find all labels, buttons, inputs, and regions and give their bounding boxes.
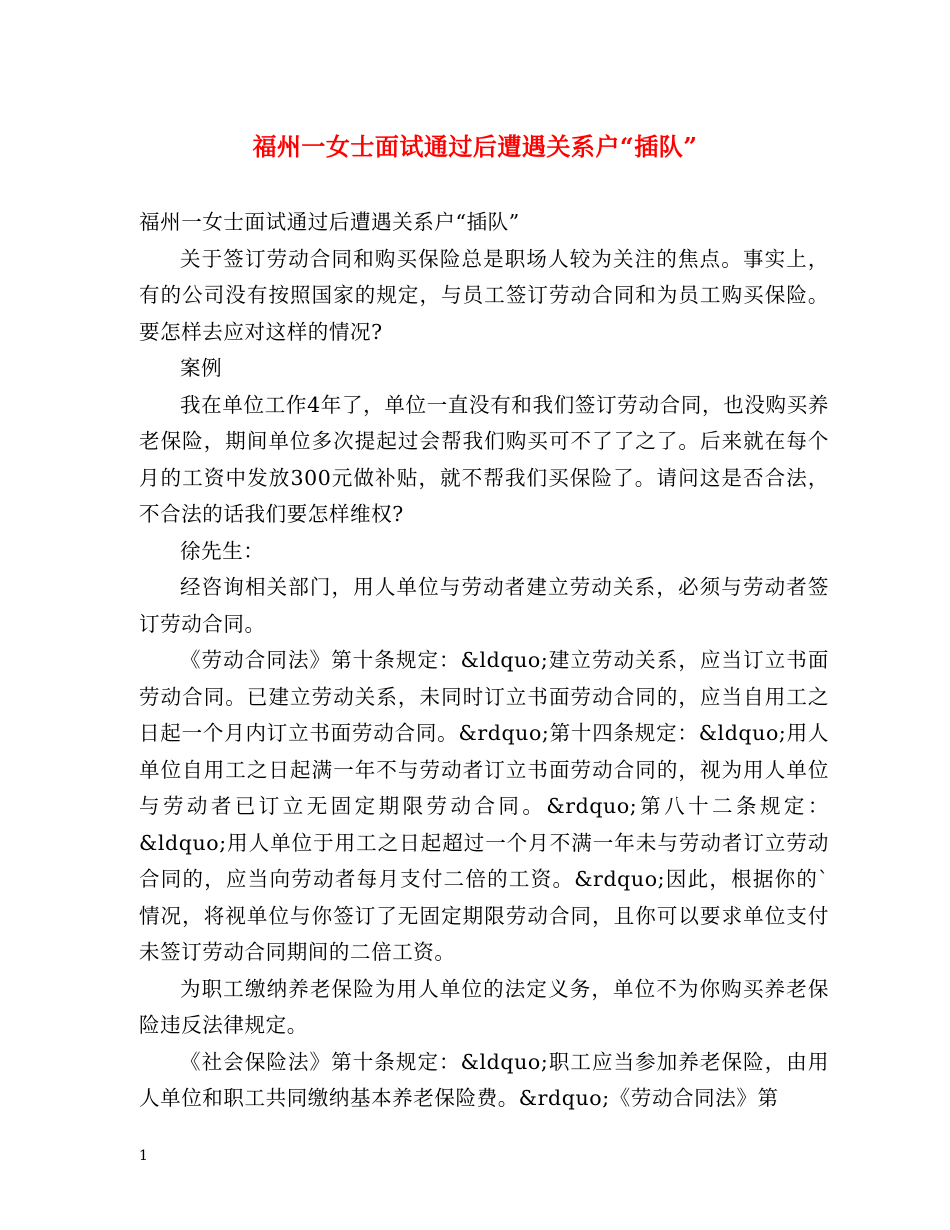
- paragraph-labor-contract-law: 《劳动合同法》第十条规定：&ldquo;建立劳动关系，应当订立书面劳动合同。已建立劳动关系，未同时订立书面劳动合同的，应当自用工之日起一个月内订立书面劳动合同。&rdquo;第十四条规定：&ldquo;用人单位自用工之日起满一年不与劳动者订立书面劳动合同的，视为用人单位与劳动者已订立无固定期限劳动合同。&rdquo;第八十二条规定：&ldquo;用人单位于用工之日起超过一个月不满一年未与劳动者订立劳动合同的，应当向劳动者每月支付二倍的工资。&rdquo;因此，根据你的`情况，将视单位与你签订了无固定期限劳动合同，且你可以要求单位支付未签订劳动合同期间的二倍工资。: [139, 648, 829, 964]
- page-number: 1: [139, 1148, 148, 1164]
- paragraph-case-question: 我在单位工作4年了，单位一直没有和我们签订劳动合同，也没购买养老保险，期间单位多次提起过会帮我们购买可不了了之了。后来就在每个月的工资中发放300元做补贴，就不帮我们买保险了。请问这是否合法，不合法的话我们要怎样维权?: [139, 392, 829, 526]
- document-body: [139, 204, 829, 1117]
- paragraph-salutation: 徐先生：: [180, 538, 265, 563]
- paragraph-social-insurance-law: 《社会保险法》第十条规定：&ldquo;职工应当参加养老保险，由用人单位和职工共同缴纳基本养老保险费。&rdquo;《劳动合同法》第: [139, 1049, 829, 1110]
- paragraph-answer-1: 经咨询相关部门，用人单位与劳动者建立劳动关系，必须与劳动者签订劳动合同。: [139, 575, 829, 636]
- document-title: 福州一女士面试通过后遭遇关系户“插队”: [252, 132, 698, 161]
- paragraph-pension-duty: 为职工缴纳养老保险为用人单位的法定义务，单位不为你购买养老保险违反法律规定。: [139, 976, 829, 1037]
- paragraph-case-heading: 案例: [180, 356, 223, 380]
- paragraph-intro: 关于签订劳动合同和购买保险总是职场人较为关注的焦点。事实上，有的公司没有按照国家的规定，与员工签订劳动合同和为员工购买保险。要怎样去应对这样的情况?: [139, 246, 829, 344]
- paragraph-subtitle: 福州一女士面试通过后遭遇关系户“插队”: [139, 210, 520, 234]
